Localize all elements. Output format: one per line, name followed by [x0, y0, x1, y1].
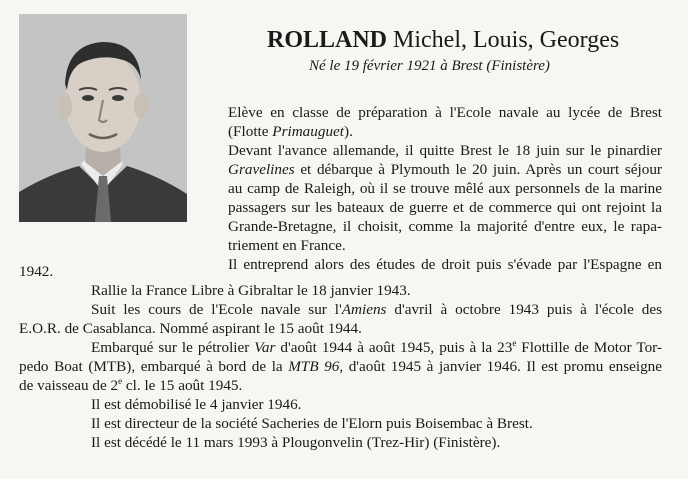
- biography-upper-text: [228, 103, 662, 274]
- text-line: E.O.R. de Casablanca. Nommé aspirant le 15 août 1944.: [19, 320, 362, 337]
- text-line: pedo Boat (MTB), embarqué à bord de la MTB 96, d'août 1945 à janvier 1946. Il est promu enseigne: [19, 358, 662, 375]
- text-line: de vaisseau de 2e cl. le 15 août 1945.: [19, 375, 243, 394]
- text-line: Il est décédé le 11 mars 1993 à Plougonvelin (Trez-Hir) (Finistère).: [91, 434, 501, 451]
- text-line: 1942.: [19, 263, 54, 280]
- text-line: triement en France.: [228, 237, 346, 254]
- text-line: Il entreprend alors des études de droit puis s'évade par l'Espagne en: [228, 256, 662, 273]
- text-line: Elève en classe de préparation à l'Ecole navale au lycée de Brest: [228, 104, 662, 121]
- text-line: Suit les cours de l'Ecole navale sur l'Amiens d'avril à octobre 1943 puis à l'école des: [91, 301, 662, 318]
- surname: ROLLAND: [267, 27, 388, 53]
- given-names: Michel, Louis, Georges: [393, 27, 620, 53]
- text-line: Rallie la France Libre à Gibraltar le 18 janvier 1943.: [91, 282, 411, 299]
- text-line: Embarqué sur le pétrolier Var d'août 1944 à août 1945, puis à la 23e Flottille de Motor Tor-: [91, 337, 662, 356]
- text-line: Il est directeur de la société Sacheries de l'Elorn puis Boisembac à Brest.: [91, 415, 533, 432]
- person-name: [267, 26, 627, 54]
- text-line: passagers sur les bateaux de guerre et de commerce qui ont rejoint la: [228, 199, 662, 216]
- text-line: Il est démobilisé le 4 janvier 1946.: [91, 396, 302, 413]
- text-line: au camp de Raleigh, où il se trouve mêlé aux personnels de la marine: [228, 180, 662, 197]
- text-line: (Flotte Primauguet).: [228, 123, 353, 140]
- birth-info: Né le 19 février 1921 à Brest (Finistère): [309, 58, 550, 74]
- text-line: Gravelines et débarque à Plymouth le 20 juin. Après un court séjour: [228, 161, 662, 178]
- portrait-photo: [19, 14, 187, 222]
- biography-lower-text: [19, 262, 662, 452]
- text-line: Grande-Bretagne, il choisit, comme la majorité d'entre eux, le rapa-: [228, 218, 662, 235]
- text-line: Devant l'avance allemande, il quitte Brest le 18 juin sur le pinardier: [228, 142, 662, 159]
